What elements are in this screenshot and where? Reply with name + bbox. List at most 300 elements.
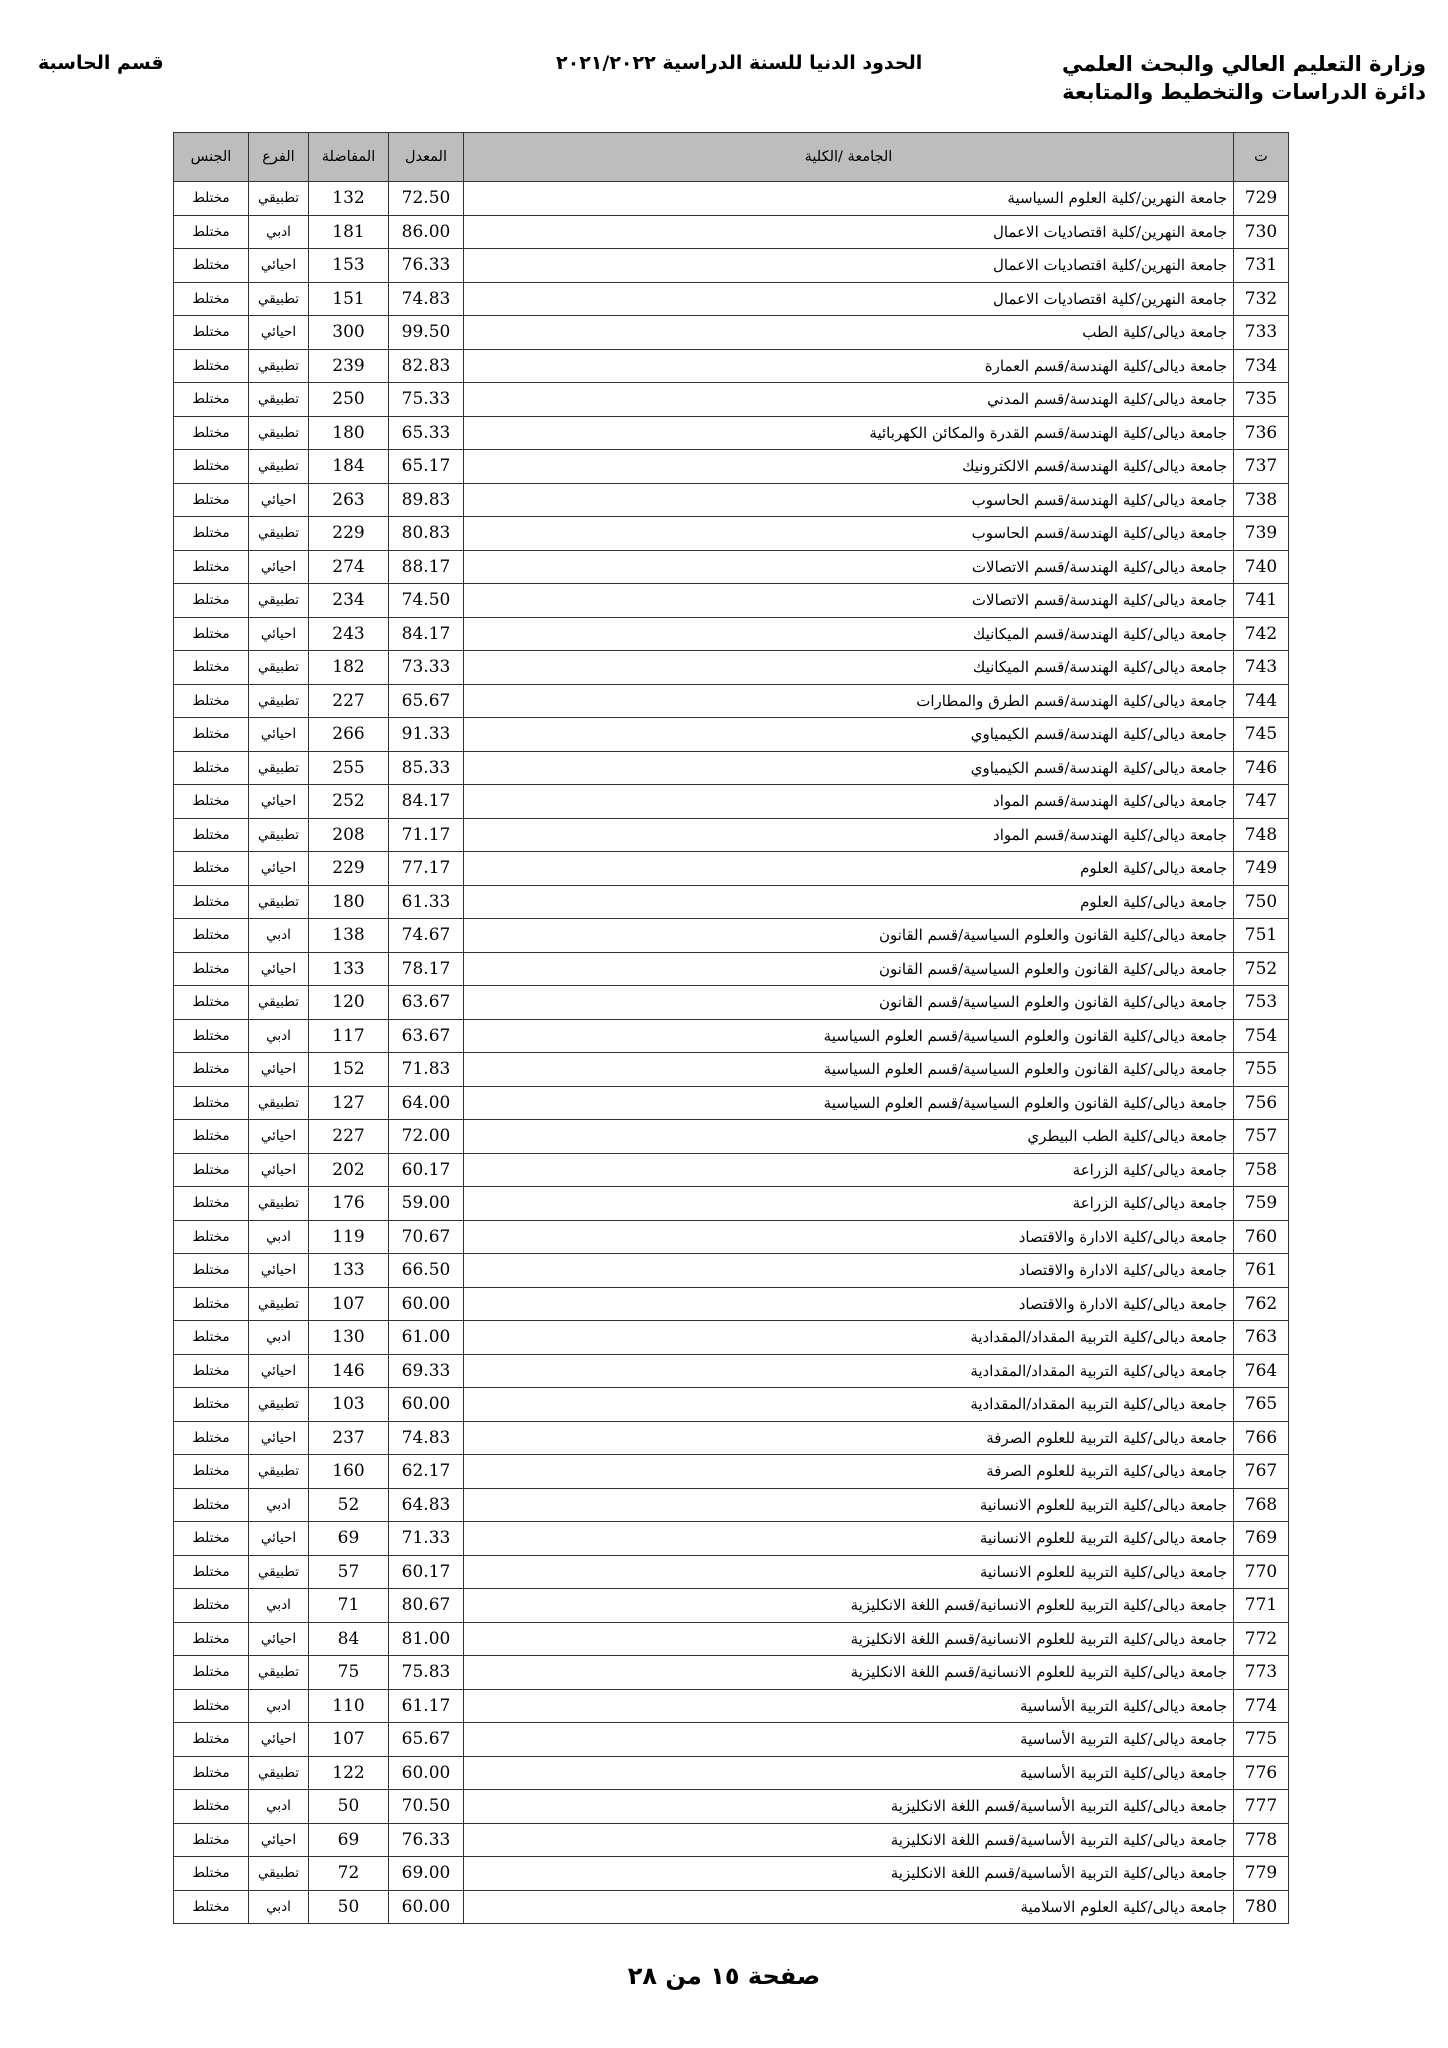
cell-gender: مختلط bbox=[174, 1220, 249, 1254]
table-row bbox=[174, 684, 1289, 718]
cell-average: 60.17 bbox=[389, 1153, 464, 1187]
cell-score: 274 bbox=[309, 550, 389, 584]
cell-average: 65.17 bbox=[389, 450, 464, 484]
cell-university-college: جامعة ديالى/كلية الهندسة/قسم الميكانيك bbox=[464, 651, 1234, 685]
cell-row-number: 745 bbox=[1234, 718, 1289, 752]
table-row bbox=[174, 349, 1289, 383]
cell-row-number: 736 bbox=[1234, 416, 1289, 450]
cell-gender: مختلط bbox=[174, 182, 249, 216]
cell-score: 107 bbox=[309, 1723, 389, 1757]
cell-gender: مختلط bbox=[174, 1823, 249, 1857]
cell-university-college: جامعة ديالى/كلية التربية للعلوم الانسانية bbox=[464, 1522, 1234, 1556]
cell-row-number: 733 bbox=[1234, 316, 1289, 350]
cell-branch: ادبي bbox=[249, 919, 309, 953]
cell-university-college: جامعة ديالى/كلية الطب البيطري bbox=[464, 1120, 1234, 1154]
cell-score: 300 bbox=[309, 316, 389, 350]
cell-average: 76.33 bbox=[389, 249, 464, 283]
cell-branch: تطبيقي bbox=[249, 349, 309, 383]
cell-university-college: جامعة النهرين/كلية اقتصاديات الاعمال bbox=[464, 282, 1234, 316]
table-row bbox=[174, 885, 1289, 919]
cell-average: 74.50 bbox=[389, 584, 464, 618]
table-row bbox=[174, 1421, 1289, 1455]
table-row bbox=[174, 182, 1289, 216]
cell-university-college: جامعة ديالى/كلية القانون والعلوم السياسية/قسم القانون bbox=[464, 919, 1234, 953]
cell-gender: مختلط bbox=[174, 1656, 249, 1690]
cell-gender: مختلط bbox=[174, 1555, 249, 1589]
table-row bbox=[174, 584, 1289, 618]
directorate-name: دائرة الدراسات والتخطيط والمتابعة bbox=[1062, 80, 1426, 104]
cell-row-number: 765 bbox=[1234, 1388, 1289, 1422]
cell-row-number: 739 bbox=[1234, 517, 1289, 551]
cell-average: 60.00 bbox=[389, 1388, 464, 1422]
cell-branch: تطبيقي bbox=[249, 182, 309, 216]
cell-university-college: جامعة ديالى/كلية التربية الأساسية bbox=[464, 1756, 1234, 1790]
cell-university-college: جامعة ديالى/كلية التربية الأساسية bbox=[464, 1723, 1234, 1757]
cell-row-number: 764 bbox=[1234, 1354, 1289, 1388]
cell-row-number: 750 bbox=[1234, 885, 1289, 919]
cell-row-number: 743 bbox=[1234, 651, 1289, 685]
table-row bbox=[174, 1354, 1289, 1388]
cell-branch: تطبيقي bbox=[249, 1287, 309, 1321]
table-row bbox=[174, 1321, 1289, 1355]
cell-average: 80.83 bbox=[389, 517, 464, 551]
cell-average: 66.50 bbox=[389, 1254, 464, 1288]
table-row bbox=[174, 1488, 1289, 1522]
cell-branch: ادبي bbox=[249, 1890, 309, 1924]
cell-row-number: 756 bbox=[1234, 1086, 1289, 1120]
cell-row-number: 729 bbox=[1234, 182, 1289, 216]
cell-score: 110 bbox=[309, 1689, 389, 1723]
cell-average: 71.83 bbox=[389, 1053, 464, 1087]
cell-average: 69.33 bbox=[389, 1354, 464, 1388]
cell-row-number: 737 bbox=[1234, 450, 1289, 484]
cell-branch: تطبيقي bbox=[249, 1555, 309, 1589]
table-row bbox=[174, 1857, 1289, 1891]
cell-university-college: جامعة ديالى/كلية التربية للعلوم الانسانية/قسم اللغة الانكليزية bbox=[464, 1622, 1234, 1656]
cell-branch: احيائي bbox=[249, 1823, 309, 1857]
cell-score: 133 bbox=[309, 1254, 389, 1288]
cell-university-college: جامعة ديالى/كلية الهندسة/قسم الكيمياوي bbox=[464, 718, 1234, 752]
cell-university-college: جامعة ديالى/كلية الطب bbox=[464, 316, 1234, 350]
table-row bbox=[174, 1153, 1289, 1187]
cell-gender: مختلط bbox=[174, 1488, 249, 1522]
table-row bbox=[174, 282, 1289, 316]
cell-university-college: جامعة النهرين/كلية اقتصاديات الاعمال bbox=[464, 249, 1234, 283]
cell-average: 61.00 bbox=[389, 1321, 464, 1355]
cell-score: 133 bbox=[309, 952, 389, 986]
cell-branch: تطبيقي bbox=[249, 1187, 309, 1221]
table-row bbox=[174, 1689, 1289, 1723]
cell-university-college: جامعة ديالى/كلية الهندسة/قسم الطرق والمطارات bbox=[464, 684, 1234, 718]
cell-university-college: جامعة النهرين/كلية اقتصاديات الاعمال bbox=[464, 215, 1234, 249]
ministry-name: وزارة التعليم العالي والبحث العلمي bbox=[1061, 52, 1426, 76]
table-row bbox=[174, 450, 1289, 484]
cell-gender: مختلط bbox=[174, 1187, 249, 1221]
cell-score: 181 bbox=[309, 215, 389, 249]
cell-gender: مختلط bbox=[174, 584, 249, 618]
cell-branch: تطبيقي bbox=[249, 383, 309, 417]
cell-branch: احيائي bbox=[249, 785, 309, 819]
cell-score: 130 bbox=[309, 1321, 389, 1355]
cell-gender: مختلط bbox=[174, 1254, 249, 1288]
cell-average: 61.33 bbox=[389, 885, 464, 919]
cell-branch: تطبيقي bbox=[249, 282, 309, 316]
table-row bbox=[174, 1053, 1289, 1087]
cell-row-number: 746 bbox=[1234, 751, 1289, 785]
cell-row-number: 751 bbox=[1234, 919, 1289, 953]
cell-university-college: جامعة ديالى/كلية التربية الأساسية/قسم اللغة الانكليزية bbox=[464, 1823, 1234, 1857]
cell-row-number: 738 bbox=[1234, 483, 1289, 517]
cell-average: 69.00 bbox=[389, 1857, 464, 1891]
cell-gender: مختلط bbox=[174, 1086, 249, 1120]
cell-university-college: جامعة النهرين/كلية العلوم السياسية bbox=[464, 182, 1234, 216]
cell-score: 138 bbox=[309, 919, 389, 953]
cell-university-college: جامعة ديالى/كلية القانون والعلوم السياسية/قسم العلوم السياسية bbox=[464, 1019, 1234, 1053]
table-row bbox=[174, 1455, 1289, 1489]
admissions-table-container bbox=[173, 132, 1288, 1924]
cell-average: 85.33 bbox=[389, 751, 464, 785]
cell-score: 227 bbox=[309, 684, 389, 718]
table-row bbox=[174, 751, 1289, 785]
table-row bbox=[174, 785, 1289, 819]
cell-row-number: 779 bbox=[1234, 1857, 1289, 1891]
cell-university-college: جامعة ديالى/كلية الزراعة bbox=[464, 1153, 1234, 1187]
cell-row-number: 754 bbox=[1234, 1019, 1289, 1053]
cell-branch: تطبيقي bbox=[249, 1455, 309, 1489]
table-row bbox=[174, 1220, 1289, 1254]
cell-gender: مختلط bbox=[174, 785, 249, 819]
cell-branch: ادبي bbox=[249, 1488, 309, 1522]
cell-average: 60.00 bbox=[389, 1890, 464, 1924]
cell-branch: تطبيقي bbox=[249, 885, 309, 919]
cell-university-college: جامعة ديالى/كلية القانون والعلوم السياسية/قسم القانون bbox=[464, 986, 1234, 1020]
cell-average: 75.33 bbox=[389, 383, 464, 417]
cell-branch: ادبي bbox=[249, 1220, 309, 1254]
cell-row-number: 777 bbox=[1234, 1790, 1289, 1824]
cell-gender: مختلط bbox=[174, 483, 249, 517]
cell-university-college: جامعة ديالى/كلية الهندسة/قسم المدني bbox=[464, 383, 1234, 417]
cell-score: 152 bbox=[309, 1053, 389, 1087]
cell-row-number: 742 bbox=[1234, 617, 1289, 651]
cell-gender: مختلط bbox=[174, 349, 249, 383]
cell-branch: تطبيقي bbox=[249, 1756, 309, 1790]
cell-branch: احيائي bbox=[249, 316, 309, 350]
cell-university-college: جامعة ديالى/كلية الهندسة/قسم الاتصالات bbox=[464, 584, 1234, 618]
cell-score: 120 bbox=[309, 986, 389, 1020]
cell-score: 52 bbox=[309, 1488, 389, 1522]
column-header-score: المفاضلة bbox=[309, 133, 389, 182]
cell-branch: احيائي bbox=[249, 1421, 309, 1455]
cell-average: 59.00 bbox=[389, 1187, 464, 1221]
cell-score: 146 bbox=[309, 1354, 389, 1388]
cell-gender: مختلط bbox=[174, 1589, 249, 1623]
cell-gender: مختلط bbox=[174, 1421, 249, 1455]
cell-university-college: جامعة ديالى/كلية القانون والعلوم السياسية/قسم العلوم السياسية bbox=[464, 1053, 1234, 1087]
cell-gender: مختلط bbox=[174, 1388, 249, 1422]
cell-gender: مختلط bbox=[174, 1756, 249, 1790]
cell-score: 263 bbox=[309, 483, 389, 517]
cell-branch: احيائي bbox=[249, 1254, 309, 1288]
cell-score: 71 bbox=[309, 1589, 389, 1623]
department-name: قسم الحاسبة bbox=[38, 52, 164, 74]
cell-branch: ادبي bbox=[249, 215, 309, 249]
cell-gender: مختلط bbox=[174, 550, 249, 584]
table-row bbox=[174, 1522, 1289, 1556]
cell-university-college: جامعة ديالى/كلية التربية الأساسية/قسم اللغة الانكليزية bbox=[464, 1790, 1234, 1824]
cell-branch: ادبي bbox=[249, 1589, 309, 1623]
cell-gender: مختلط bbox=[174, 1723, 249, 1757]
cell-gender: مختلط bbox=[174, 1053, 249, 1087]
cell-row-number: 741 bbox=[1234, 584, 1289, 618]
cell-branch: تطبيقي bbox=[249, 1388, 309, 1422]
cell-gender: مختلط bbox=[174, 1287, 249, 1321]
cell-branch: احيائي bbox=[249, 1522, 309, 1556]
cell-gender: مختلط bbox=[174, 1354, 249, 1388]
cell-university-college: جامعة ديالى/كلية الهندسة/قسم المواد bbox=[464, 818, 1234, 852]
cell-gender: مختلط bbox=[174, 684, 249, 718]
cell-row-number: 748 bbox=[1234, 818, 1289, 852]
cell-branch: تطبيقي bbox=[249, 1857, 309, 1891]
cell-average: 77.17 bbox=[389, 852, 464, 886]
cell-gender: مختلط bbox=[174, 383, 249, 417]
cell-score: 243 bbox=[309, 617, 389, 651]
cell-row-number: 767 bbox=[1234, 1455, 1289, 1489]
cell-score: 84 bbox=[309, 1622, 389, 1656]
cell-average: 76.33 bbox=[389, 1823, 464, 1857]
cell-branch: تطبيقي bbox=[249, 651, 309, 685]
cell-university-college: جامعة ديالى/كلية الهندسة/قسم الحاسوب bbox=[464, 483, 1234, 517]
cell-score: 107 bbox=[309, 1287, 389, 1321]
cell-branch: احيائي bbox=[249, 1622, 309, 1656]
table-body bbox=[174, 182, 1289, 1924]
cell-gender: مختلط bbox=[174, 282, 249, 316]
cell-university-college: جامعة ديالى/كلية الادارة والاقتصاد bbox=[464, 1287, 1234, 1321]
cell-branch: ادبي bbox=[249, 1321, 309, 1355]
table-row bbox=[174, 215, 1289, 249]
table-row bbox=[174, 1187, 1289, 1221]
table-row bbox=[174, 1589, 1289, 1623]
cell-score: 132 bbox=[309, 182, 389, 216]
cell-row-number: 732 bbox=[1234, 282, 1289, 316]
cell-row-number: 758 bbox=[1234, 1153, 1289, 1187]
table-row bbox=[174, 718, 1289, 752]
cell-branch: تطبيقي bbox=[249, 986, 309, 1020]
cell-row-number: 774 bbox=[1234, 1689, 1289, 1723]
cell-score: 103 bbox=[309, 1388, 389, 1422]
cell-university-college: جامعة ديالى/كلية التربية للعلوم الصرفة bbox=[464, 1455, 1234, 1489]
cell-average: 72.00 bbox=[389, 1120, 464, 1154]
cell-branch: تطبيقي bbox=[249, 584, 309, 618]
table-row bbox=[174, 919, 1289, 953]
cell-average: 75.83 bbox=[389, 1656, 464, 1690]
cell-row-number: 734 bbox=[1234, 349, 1289, 383]
cell-university-college: جامعة ديالى/كلية العلوم bbox=[464, 885, 1234, 919]
cell-score: 122 bbox=[309, 1756, 389, 1790]
cell-score: 227 bbox=[309, 1120, 389, 1154]
table-row bbox=[174, 1120, 1289, 1154]
cell-average: 70.50 bbox=[389, 1790, 464, 1824]
cell-average: 86.00 bbox=[389, 215, 464, 249]
cell-university-college: جامعة ديالى/كلية التربية للعلوم الانسانية/قسم اللغة الانكليزية bbox=[464, 1656, 1234, 1690]
cell-score: 153 bbox=[309, 249, 389, 283]
page-number: صفحة ١٥ من ٢٨ bbox=[627, 1962, 821, 1990]
cell-average: 60.00 bbox=[389, 1756, 464, 1790]
column-header-branch: الفرع bbox=[249, 133, 309, 182]
table-row bbox=[174, 1254, 1289, 1288]
cell-university-college: جامعة ديالى/كلية الادارة والاقتصاد bbox=[464, 1220, 1234, 1254]
cell-branch: تطبيقي bbox=[249, 751, 309, 785]
cell-average: 61.17 bbox=[389, 1689, 464, 1723]
column-header-university: الجامعة /الكلية bbox=[464, 133, 1234, 182]
cell-average: 60.00 bbox=[389, 1287, 464, 1321]
cell-average: 63.67 bbox=[389, 986, 464, 1020]
cell-branch: تطبيقي bbox=[249, 517, 309, 551]
cell-score: 57 bbox=[309, 1555, 389, 1589]
cell-university-college: جامعة ديالى/كلية الادارة والاقتصاد bbox=[464, 1254, 1234, 1288]
cell-gender: مختلط bbox=[174, 1120, 249, 1154]
column-header-number: ت bbox=[1234, 133, 1289, 182]
cell-average: 65.67 bbox=[389, 1723, 464, 1757]
cell-gender: مختلط bbox=[174, 517, 249, 551]
table-row bbox=[174, 986, 1289, 1020]
table-row bbox=[174, 483, 1289, 517]
cell-row-number: 772 bbox=[1234, 1622, 1289, 1656]
cell-university-college: جامعة ديالى/كلية التربية للعلوم الصرفة bbox=[464, 1421, 1234, 1455]
table-row bbox=[174, 852, 1289, 886]
cell-branch: احيائي bbox=[249, 550, 309, 584]
cell-score: 72 bbox=[309, 1857, 389, 1891]
cell-average: 74.67 bbox=[389, 919, 464, 953]
cell-branch: تطبيقي bbox=[249, 416, 309, 450]
table-row bbox=[174, 1756, 1289, 1790]
cell-row-number: 760 bbox=[1234, 1220, 1289, 1254]
cell-row-number: 778 bbox=[1234, 1823, 1289, 1857]
cell-average: 91.33 bbox=[389, 718, 464, 752]
cell-branch: احيائي bbox=[249, 483, 309, 517]
cell-branch: ادبي bbox=[249, 1689, 309, 1723]
cell-university-college: جامعة ديالى/كلية التربية المقداد/المقدادية bbox=[464, 1354, 1234, 1388]
cell-branch: تطبيقي bbox=[249, 684, 309, 718]
cell-gender: مختلط bbox=[174, 1153, 249, 1187]
cell-row-number: 775 bbox=[1234, 1723, 1289, 1757]
cell-gender: مختلط bbox=[174, 751, 249, 785]
cell-score: 69 bbox=[309, 1823, 389, 1857]
cell-average: 82.83 bbox=[389, 349, 464, 383]
table-row bbox=[174, 1890, 1289, 1924]
cell-average: 65.67 bbox=[389, 684, 464, 718]
cell-university-college: جامعة ديالى/كلية التربية الأساسية/قسم اللغة الانكليزية bbox=[464, 1857, 1234, 1891]
cell-score: 229 bbox=[309, 852, 389, 886]
cell-university-college: جامعة ديالى/كلية الهندسة/قسم الكيمياوي bbox=[464, 751, 1234, 785]
table-row bbox=[174, 952, 1289, 986]
cell-average: 64.83 bbox=[389, 1488, 464, 1522]
cell-row-number: 762 bbox=[1234, 1287, 1289, 1321]
cell-university-college: جامعة ديالى/كلية العلوم bbox=[464, 852, 1234, 886]
cell-score: 160 bbox=[309, 1455, 389, 1489]
table-row bbox=[174, 1287, 1289, 1321]
cell-branch: تطبيقي bbox=[249, 1656, 309, 1690]
cell-score: 127 bbox=[309, 1086, 389, 1120]
cell-university-college: جامعة ديالى/كلية التربية المقداد/المقدادية bbox=[464, 1388, 1234, 1422]
cell-score: 208 bbox=[309, 818, 389, 852]
cell-branch: احيائي bbox=[249, 952, 309, 986]
cell-gender: مختلط bbox=[174, 885, 249, 919]
cell-gender: مختلط bbox=[174, 651, 249, 685]
cell-score: 69 bbox=[309, 1522, 389, 1556]
table-row bbox=[174, 1388, 1289, 1422]
cell-row-number: 763 bbox=[1234, 1321, 1289, 1355]
cell-university-college: جامعة ديالى/كلية التربية الأساسية bbox=[464, 1689, 1234, 1723]
cell-score: 50 bbox=[309, 1790, 389, 1824]
cell-gender: مختلط bbox=[174, 1857, 249, 1891]
cell-row-number: 731 bbox=[1234, 249, 1289, 283]
cell-gender: مختلط bbox=[174, 1522, 249, 1556]
cell-row-number: 740 bbox=[1234, 550, 1289, 584]
cell-university-college: جامعة ديالى/كلية الهندسة/قسم الالكترونيك bbox=[464, 450, 1234, 484]
cell-branch: احيائي bbox=[249, 1153, 309, 1187]
table-row bbox=[174, 316, 1289, 350]
cell-score: 180 bbox=[309, 416, 389, 450]
cell-row-number: 755 bbox=[1234, 1053, 1289, 1087]
cell-row-number: 769 bbox=[1234, 1522, 1289, 1556]
cell-score: 202 bbox=[309, 1153, 389, 1187]
cell-score: 239 bbox=[309, 349, 389, 383]
cell-gender: مختلط bbox=[174, 986, 249, 1020]
cell-branch: تطبيقي bbox=[249, 818, 309, 852]
table-row bbox=[174, 1019, 1289, 1053]
table-header-row bbox=[174, 133, 1289, 182]
cell-gender: مختلط bbox=[174, 852, 249, 886]
table-row bbox=[174, 818, 1289, 852]
table-row bbox=[174, 617, 1289, 651]
cell-average: 64.00 bbox=[389, 1086, 464, 1120]
cell-university-college: جامعة ديالى/كلية الهندسة/قسم الاتصالات bbox=[464, 550, 1234, 584]
cell-gender: مختلط bbox=[174, 919, 249, 953]
cell-score: 266 bbox=[309, 718, 389, 752]
cell-branch: احيائي bbox=[249, 1120, 309, 1154]
cell-branch: احيائي bbox=[249, 718, 309, 752]
cell-university-college: جامعة ديالى/كلية الهندسة/قسم الحاسوب bbox=[464, 517, 1234, 551]
table-row bbox=[174, 1622, 1289, 1656]
cell-gender: مختلط bbox=[174, 1790, 249, 1824]
document-title: الحدود الدنيا للسنة الدراسية ٢٠٢١/٢٠٢٢ bbox=[556, 52, 923, 74]
table-row bbox=[174, 416, 1289, 450]
cell-branch: احيائي bbox=[249, 1354, 309, 1388]
cell-university-college: جامعة ديالى/كلية الهندسة/قسم الميكانيك bbox=[464, 617, 1234, 651]
cell-average: 89.83 bbox=[389, 483, 464, 517]
cell-average: 63.67 bbox=[389, 1019, 464, 1053]
table-row bbox=[174, 1723, 1289, 1757]
cell-row-number: 744 bbox=[1234, 684, 1289, 718]
cell-university-college: جامعة ديالى/كلية الزراعة bbox=[464, 1187, 1234, 1221]
cell-average: 62.17 bbox=[389, 1455, 464, 1489]
cell-university-college: جامعة ديالى/كلية العلوم الاسلامية bbox=[464, 1890, 1234, 1924]
cell-row-number: 780 bbox=[1234, 1890, 1289, 1924]
table-row bbox=[174, 383, 1289, 417]
cell-gender: مختلط bbox=[174, 1622, 249, 1656]
cell-row-number: 747 bbox=[1234, 785, 1289, 819]
cell-average: 71.17 bbox=[389, 818, 464, 852]
cell-score: 229 bbox=[309, 517, 389, 551]
cell-gender: مختلط bbox=[174, 1455, 249, 1489]
table-row bbox=[174, 517, 1289, 551]
cell-row-number: 753 bbox=[1234, 986, 1289, 1020]
cell-score: 184 bbox=[309, 450, 389, 484]
cell-university-college: جامعة ديالى/كلية التربية للعلوم الانسانية/قسم اللغة الانكليزية bbox=[464, 1589, 1234, 1623]
cell-score: 237 bbox=[309, 1421, 389, 1455]
cell-university-college: جامعة ديالى/كلية الهندسة/قسم القدرة والمكائن الكهربائية bbox=[464, 416, 1234, 450]
cell-branch: احيائي bbox=[249, 617, 309, 651]
